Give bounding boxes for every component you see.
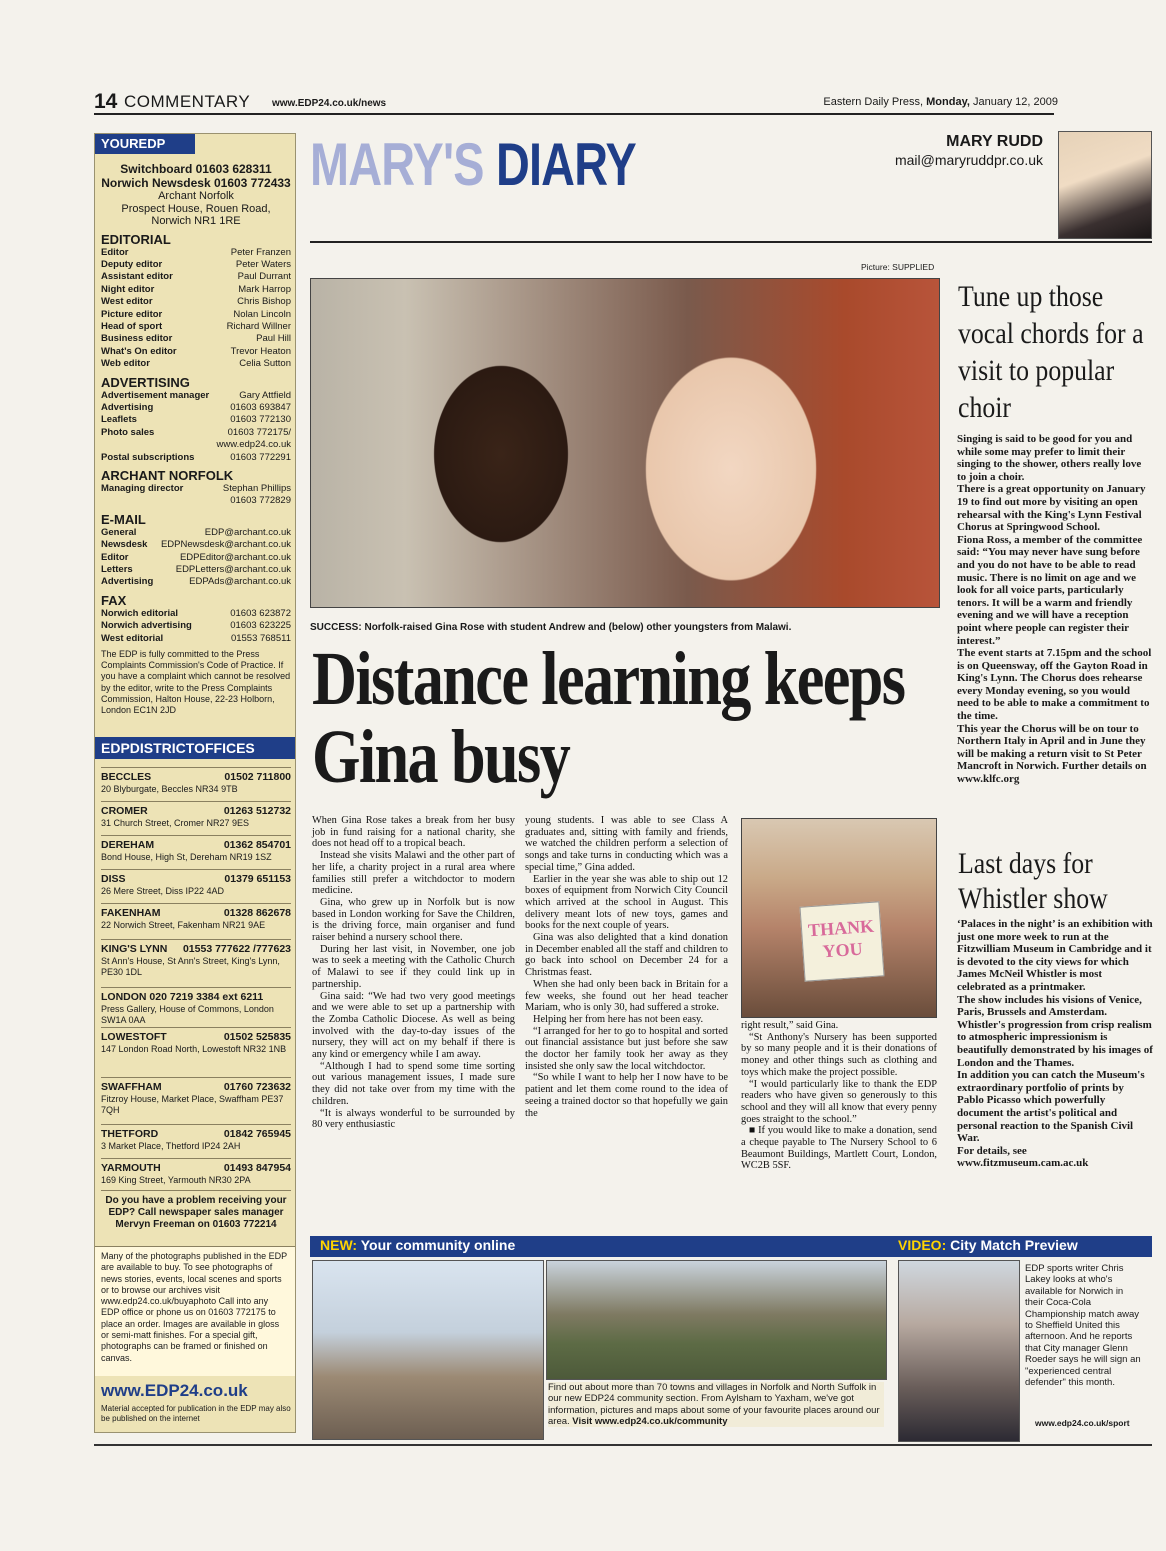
article-column-3 — [741, 1020, 937, 1172]
contact-row: Editor EDPEditor@archant.co.uk — [101, 551, 291, 563]
md-number: 01603 772829 — [230, 495, 291, 507]
paragraph: In addition you can catch the Museum's extraordinary portfolio of prints by Pablo Picasso which powerfully document the artist's political and personal reaction to the Spanish Civil War. — [957, 1069, 1145, 1145]
author-email[interactable]: mail@maryruddpr.co.uk — [894, 152, 1043, 168]
paragraph: For details, see www.fitzmuseum.cam.ac.uk — [957, 1144, 1089, 1170]
sidebar-tab: YOUREDP — [95, 134, 195, 154]
contact-row: Letters EDPLetters@archant.co.uk — [101, 564, 291, 576]
column-title: MARY'S DIARY — [310, 131, 636, 198]
paragraph: This year the Chorus will be on tour to Northern Italy in April and in June they will be making a return visit to St Peter Mancroft in Norwich. Further details on www.klfc.org — [957, 722, 1147, 786]
paragraph: During her last visit, in November, one job was to seek a meeting with the Catholic Church of Malawi to see if they could link up in partnership. — [312, 943, 515, 990]
fax-list — [101, 608, 291, 645]
paragraph: Fiona Ross, a member of the committee said: “You may never have sung before and you do not have to be able to read music. There is no limit on age and we look for all voice parts, particularly tenors. It will be a warm and friendly evening and we will have a reception point where people can register their interest.” — [957, 533, 1143, 647]
community-link[interactable]: Visit www.edp24.co.uk/community — [572, 1415, 728, 1427]
paragraph: Instead she visits Malawi and the other part of her life, a charity project in a rural area where families still prefer a witchdoctor to modern medicine. — [312, 850, 515, 897]
editorial-list — [101, 247, 291, 371]
photo-sales-note: Many of the photographs published in the EDP are available to buy. To see photographs of news stories, events, local scenes and sports or to browse our archives visit www.edp24.co.uk/buyaphoto Call into any EDP office or phone us on 01603 772175 to place an order. Images are available in gloss or semi-matt finishes. For a special gift, photographs can be framed or finished on canvas. — [95, 1246, 295, 1376]
contact-row: Photo sales 01603 772175/ — [101, 426, 291, 438]
pcc-note: The EDP is fully committed to the Press Complaints Commission's Code of Practice. If you have a complaint which cannot be resolved by the editor, write to the Press Complaints Commission, Halton House, 22-23 Holborn, London EC1N 2JD — [101, 649, 291, 716]
archant-heading: ARCHANT NORFOLK — [101, 468, 234, 483]
paragraph: “I would particularly like to thank the EDP readers who have given so generously to this school and they will all know that every penny goes straight to the school.” — [741, 1078, 937, 1125]
fax-heading: FAX — [101, 592, 127, 608]
paragraph: Earlier in the year she was able to ship out 12 boxes of equipment from Norwich City Council which arrived at the school in August. This delivery meant lots of new toys, games and books for the next couple of years. — [525, 873, 728, 932]
whistler-headline: Last days for Whistler show — [958, 847, 1108, 915]
footer-rule — [94, 1444, 1152, 1446]
contact-row: West editor Chris Bishop — [101, 296, 291, 308]
district-offices-heading: EDPDISTRICTOFFICES — [95, 737, 295, 759]
district-office: YARMOUTH 01493 847954 169 King Street, Yarmouth NR30 2PA — [101, 1158, 291, 1186]
advertising-list — [101, 390, 291, 440]
contact-row: Advertising 01603 693847 — [101, 401, 291, 413]
paragraph: Gina was also delighted that a kind donation in December enabled all the staff and children to go back into school on December 24 for a Christmas feast. — [525, 932, 728, 979]
contact-row: Advertising EDPAds@archant.co.uk — [101, 576, 291, 588]
contact-row: What's On editor Trevor Heaton — [101, 345, 291, 357]
contact-row: General EDP@archant.co.uk — [101, 526, 291, 538]
contact-row: Newsdesk EDPNewsdesk@archant.co.uk — [101, 539, 291, 551]
address-line: Norwich NR1 1RE — [151, 215, 241, 227]
district-office: CROMER 01263 512732 31 Church Street, Cromer NR27 9ES — [101, 801, 291, 829]
header-rule — [94, 113, 1054, 115]
section-url[interactable]: www.EDP24.co.uk/news — [272, 98, 387, 109]
paragraph: “St Anthony's Nursery has been supported by so many people and it is their donations of money and other things such as clothing and toys which make the project possible. — [741, 1031, 937, 1078]
sidebar — [94, 133, 296, 1433]
district-office: THETFORD 01842 765945 3 Market Place, Thetford IP24 2AH — [101, 1124, 291, 1152]
md-row: Managing director Stephan Phillips — [101, 483, 291, 494]
contact-row: Business editor Paul Hill — [101, 333, 291, 345]
reporter-photo — [898, 1260, 1020, 1442]
whistler-body — [957, 918, 1153, 1170]
paragraph: When Gina Rose takes a break from her busy job in fund raising for a national charity, she does not head off to a tropical beach. — [312, 815, 515, 850]
photo-caption: SUCCESS: Norfolk-raised Gina Rose with student Andrew and (below) other youngsters from Malawi. — [310, 622, 792, 633]
paragraph: “It is always wonderful to be surrounded by 80 very enthusiastic — [312, 1107, 515, 1131]
contact-row: Deputy editor Peter Waters — [101, 258, 291, 270]
address-line: Prospect House, Rouen Road, — [121, 202, 271, 215]
masthead-rule — [310, 241, 1152, 243]
section-name: COMMENTARY — [124, 92, 251, 111]
page-number: 14 — [94, 90, 118, 113]
email-list — [101, 527, 291, 589]
author-photo — [1058, 131, 1152, 239]
email-heading: E-MAIL — [101, 511, 146, 527]
paragraph: When she had only been back in Britain for a few weeks, she found out her head teacher Mariam, who is only 30, had suffered a stroke. — [525, 978, 728, 1014]
contact-row: Norwich advertising 01603 623225 — [101, 620, 291, 632]
paragraph: “So while I want to help her I now have to be patient and let them come round to the idea of seeing a trained doctor so that hopefully we gain the — [525, 1072, 728, 1119]
main-photo — [310, 278, 940, 608]
district-office: BECCLES 01502 711800 20 Blyburgate, Beccles NR34 9TB — [101, 767, 291, 795]
contact-row: Leaflets 01603 772130 — [101, 414, 291, 426]
advertising-heading: ADVERTISING — [101, 374, 190, 390]
paragraph: There is a great opportunity on January 19 to find out more by visiting an open rehearsal with the King's Lynn Festival Chorus at Springwood School. — [957, 483, 1146, 534]
contact-row: Picture editor Nolan Lincoln — [101, 308, 291, 320]
choir-headline: Tune up those vocal chords for a visit to popular choir — [958, 280, 1144, 424]
contact-row: Assistant editor Paul Durrant — [101, 271, 291, 283]
contact-row: West editorial 01553 768511 — [101, 632, 291, 644]
site-url[interactable]: www.EDP24.co.uk — [101, 1381, 248, 1400]
community-promo-title[interactable]: NEW: Your community online — [320, 1237, 516, 1253]
sport-link[interactable]: www.edp24.co.uk/sport — [1035, 1418, 1130, 1428]
postal-row: Postal subscriptions 01603 772291 — [101, 451, 291, 463]
article-column-2 — [525, 815, 728, 1119]
contact-row: Norwich editorial 01603 623872 — [101, 607, 291, 619]
district-office: LONDON 020 7219 3384 ext 6211 Press Gallery, House of Commons, London SW1A 0AA — [101, 987, 291, 1026]
paragraph: young students. I was able to see Class A graduates and, sitting with family and friends, we watched the children perform a selection of songs and take turns in conducting which was a special time,” Gina added. — [525, 815, 728, 873]
editorial-heading: EDITORIAL — [101, 231, 171, 247]
video-promo-title[interactable]: VIDEO: City Match Preview — [898, 1237, 1078, 1253]
paragraph: right result,” said Gina. — [741, 1020, 839, 1031]
paragraph: ■ If you would like to make a donation, send a cheque payable to The Nursery School to 6 Beaumont Buildings, Martlett Court, London, WC2B 5SF. — [741, 1125, 937, 1172]
church-photo — [312, 1260, 544, 1440]
video-caption: EDP sports writer Chris Lakey looks at who's available for Norwich in their Coca-Cola Championship match away to Sheffield United this afternoon. And he reports that City manager Glenn Roeder says he will sign an "experienced central defender" this month. — [1025, 1263, 1141, 1389]
district-office: KING'S LYNN 01553 777622 /777623 St Ann's House, St Ann's Street, King's Lynn, PE30 1DL — [101, 939, 291, 978]
paragraph: Gina, who grew up in Norfolk but is now based in London working for Save the Children, is the driving force, main organiser and fund raiser behind a nursery school there. — [312, 896, 515, 944]
community-caption: Find out about more than 70 towns and villages in Norfolk and North Suffolk in our new EDP24 community section. From Aylsham to Yaxham, we've got information, pictures and maps about some of your favourite places around our area. Visit www.edp24.co.uk/community — [548, 1382, 884, 1427]
paragraph: Gina said: “We had two very good meetings and we were able to set up a partnership with the Zomba Catholic Diocese. As well as being involved with the day-to-day issues of the nursery, they will act on my behalf if there is any kind or emergency while I am away. — [312, 990, 515, 1061]
paragraph: The event starts at 7.15pm and the school is on Queensway, off the Gayton Road in King's Lynn. The Chorus does rehearse every Monday evening, so you would need to be able to make a commitment to the time. — [957, 647, 1152, 723]
contact-row: Advertisement manager Gary Attfield — [101, 389, 291, 401]
contact-row: Editor Peter Franzen — [101, 246, 291, 258]
paragraph: ‘Palaces in the night’ is an exhibition with just one more week to run at the Fitzwilliam Museum in Cambridge and it is devoted to the city views for which James McNeil Whistler is most celebrated as a printmaker. — [957, 918, 1153, 993]
article-headline: Distance learning keeps Gina busy — [312, 637, 905, 799]
contact-row: Night editor Mark Harrop — [101, 283, 291, 295]
newsdesk: Norwich Newsdesk 01603 772433 — [101, 176, 291, 190]
paragraph: The show includes his visions of Venice, Paris, Brussels and Amsterdam. — [957, 993, 1142, 1019]
contact-row: Head of sport Richard Willner — [101, 320, 291, 332]
photo-credit: Picture: SUPPLIED — [861, 262, 935, 272]
author-name: MARY RUDD — [946, 133, 1043, 150]
publication-date: Eastern Daily Press, Monday, January 12, 2009 — [823, 96, 1058, 108]
district-office: DEREHAM 01362 854701 Bond House, High St, Dereham NR19 1SZ — [101, 835, 291, 863]
choir-body — [957, 433, 1153, 786]
district-office: DISS 01379 651153 26 Mere Street, Diss IP22 4AD — [101, 869, 291, 897]
delivery-problem: Do you have a problem receiving your EDP? Call newspaper sales manager Mervyn Freeman on 01603 772214 — [101, 1190, 291, 1231]
paragraph: “I arranged for her to go to hospital and sorted out financial assistance but just before she saw the doctor her family took her away as they insisted she only saw the local witchdoctor. — [525, 1025, 728, 1072]
paragraph: Singing is said to be good for you and while some may prefer to limit their singing to the shower, others really love to join a choir. — [957, 433, 1142, 483]
article-column-1 — [312, 815, 515, 1131]
site-note: Material accepted for publication in the EDP may also be published on the internet — [101, 1404, 291, 1423]
paragraph: Helping her from here has not been easy. — [533, 1013, 704, 1025]
contact-row: Web editor Celia Sutton — [101, 358, 291, 370]
photo-sales-url[interactable]: www.edp24.co.uk — [216, 439, 291, 451]
paragraph: Whistler's progression from crisp realism to atmospheric impressionism is beautifully demonstrated by his images of London and the Thames. — [957, 1018, 1153, 1069]
district-office: LOWESTOFT 01502 525835 147 London Road North, Lowestoft NR32 1NB — [101, 1027, 291, 1055]
paragraph: “Although I had to spend some time sorting out various management issues, I made sure they did not take over from my time with the children. — [312, 1060, 515, 1107]
switchboard: Switchboard 01603 628311 — [120, 162, 272, 176]
children-photo — [741, 818, 937, 1018]
cottage-photo — [546, 1260, 887, 1380]
address-line: Archant Norfolk — [158, 190, 234, 202]
district-office: FAKENHAM 01328 862678 22 Norwich Street, Fakenham NR21 9AE — [101, 903, 291, 931]
contact-block — [101, 162, 291, 716]
thank-you-sign: THANK YOU — [799, 901, 884, 981]
district-office: SWAFFHAM 01760 723632 Fitzroy House, Market Place, Swaffham PE37 7QH — [101, 1077, 291, 1116]
